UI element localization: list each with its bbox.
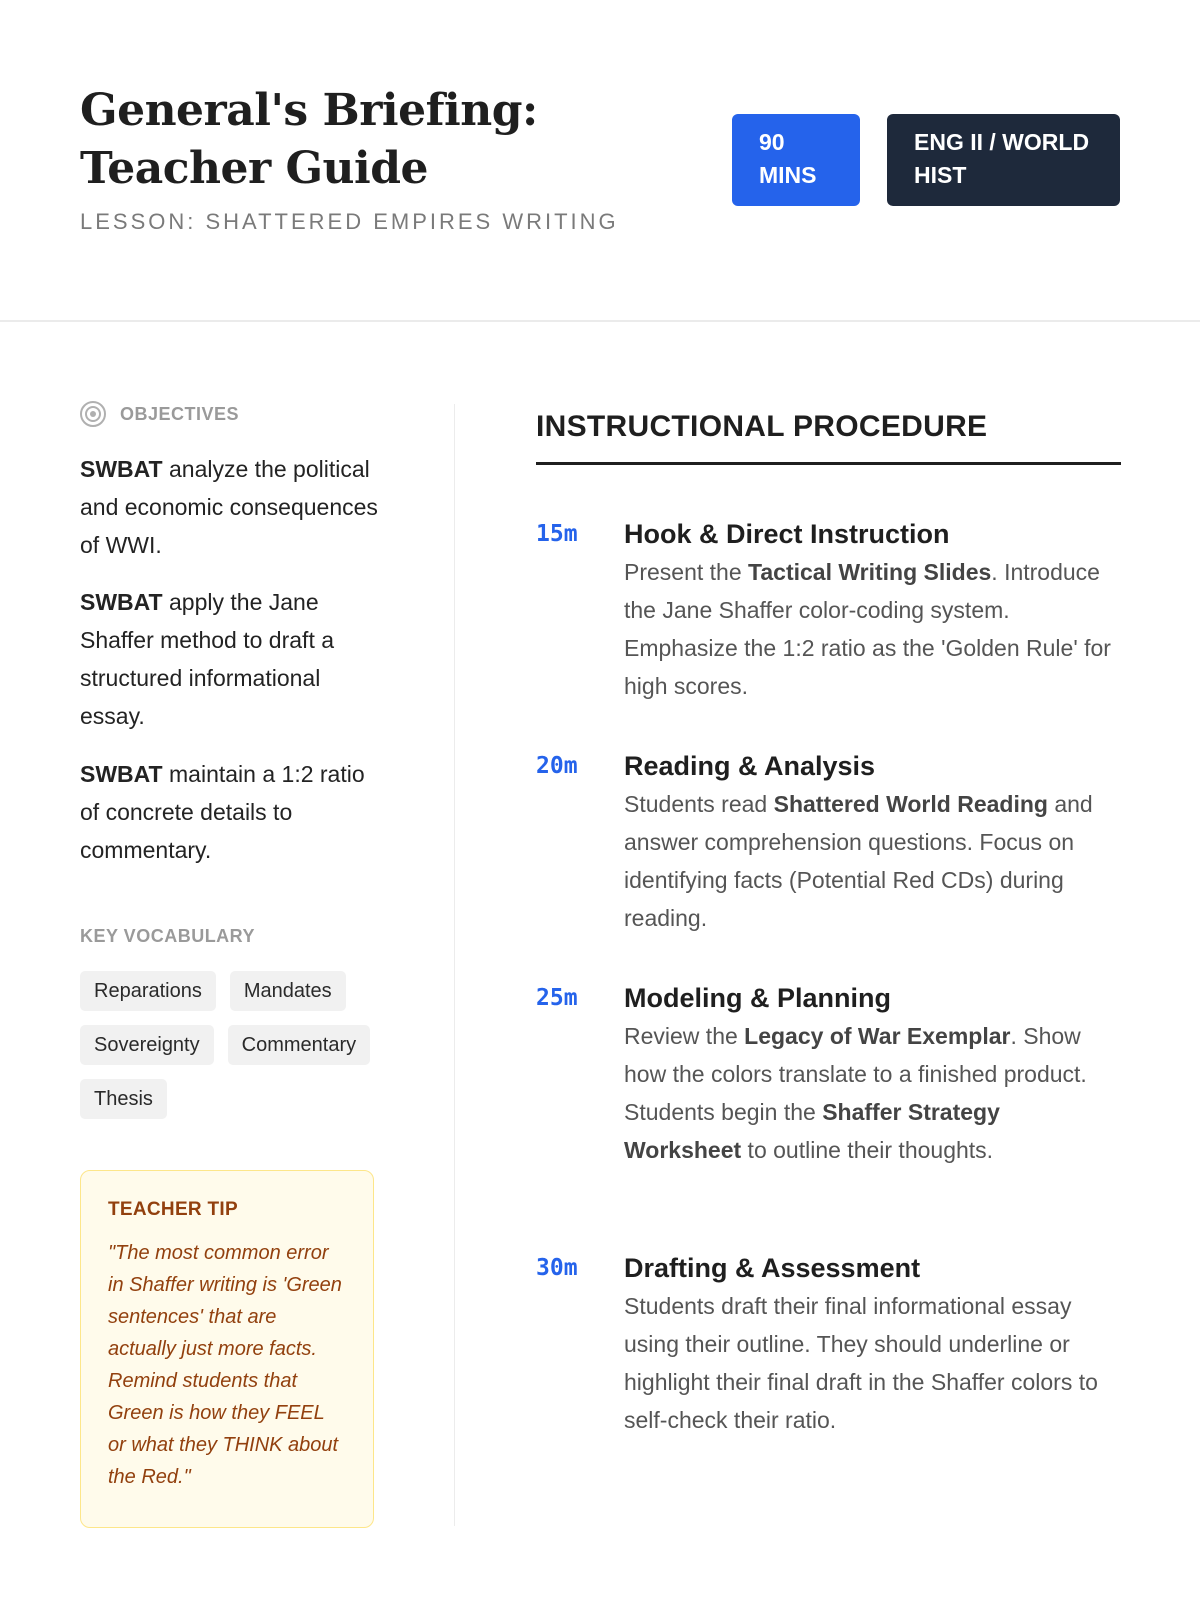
objective-text: maintain a 1:2 ratio of concrete details to commentary. [80, 761, 365, 863]
objective-lead: SWBAT [80, 456, 163, 482]
step-body [624, 979, 1121, 1169]
duration-badge: 90 MINS [732, 114, 860, 206]
objective-text: apply the Jane Shaffer method to draft a structured informational essay. [80, 589, 335, 729]
step-body [624, 747, 1121, 937]
objective-lead: SWBAT [80, 589, 163, 615]
vocabulary-label: KEY VOCABULARY [80, 926, 256, 946]
vocab-tag: Mandates [230, 971, 346, 1011]
lesson-subtitle: LESSON: SHATTERED EMPIRES WRITING [80, 209, 619, 234]
step-material: Shattered World Reading [773, 791, 1048, 817]
step-description [624, 1287, 1121, 1439]
objective-lead: SWBAT [80, 761, 163, 787]
objective-text: analyze the political and economic consequences of WWI. [80, 456, 378, 558]
target-icon [80, 401, 106, 427]
subject-badge: ENG II / WORLD HIST [887, 114, 1120, 206]
step-text: Students draft their final informational essay using their outline. They should underline or highlight their final draft in the Shaffer colors to self-check their ratio. [624, 1293, 1098, 1433]
teacher-tip-body: "The most common error in Shaffer writing is 'Green sentences' that are actually just more facts. Remind students that Green is how they FEEL or what they THINK about the Red." [108, 1242, 342, 1488]
vocabulary-tags [80, 971, 380, 1119]
step-material: Legacy of War Exemplar [744, 1023, 1011, 1049]
step-material: Tactical Writing Slides [748, 559, 992, 585]
procedure-title: INSTRUCTIONAL PROCEDURE [536, 400, 1121, 465]
objective-item [80, 450, 380, 564]
step-text: Students read [624, 791, 774, 817]
step-text: Present the [624, 559, 749, 585]
step-time: 20m [536, 753, 578, 779]
step-title: Drafting & Assessment [624, 1253, 921, 1283]
step-description [624, 553, 1121, 705]
vocab-tag: Thesis [80, 1079, 167, 1119]
objective-item [80, 755, 380, 869]
step-title: Hook & Direct Instruction [624, 519, 950, 549]
step-text: . Introduce the Jane Shaffer color-coding system. Emphasize the 1:2 ratio as the 'Golden Rule' for high scores. [624, 559, 1111, 699]
step-time: 30m [536, 1255, 578, 1281]
vocab-tag: Sovereignty [80, 1025, 214, 1065]
page-title: General's Briefing: Teacher Guide [80, 85, 538, 194]
vocab-tag: Commentary [228, 1025, 370, 1065]
step-description [624, 1017, 1121, 1169]
teacher-tip-box [80, 1170, 374, 1528]
step-text: Review the [624, 1023, 745, 1049]
sidebar [80, 400, 380, 1488]
objectives-heading [80, 400, 380, 428]
step-time: 25m [536, 985, 578, 1011]
step-body [624, 1249, 1121, 1439]
column-divider [454, 404, 455, 1526]
step-title: Modeling & Planning [624, 983, 891, 1013]
step-title: Reading & Analysis [624, 751, 876, 781]
teacher-tip-title: TEACHER TIP [108, 1199, 238, 1220]
step-material: Shaffer Strategy Worksheet [624, 1099, 1000, 1163]
vocab-tag: Reparations [80, 971, 216, 1011]
step-text: and answer comprehension questions. Focus on identifying facts (Potential Red CDs) during reading. [624, 791, 1093, 931]
procedure-section [536, 400, 1121, 1433]
step-description [624, 785, 1121, 937]
page-header [0, 0, 1200, 322]
step-text: . Show how the colors translate to a finished product. Students begin the [624, 1023, 1087, 1125]
step-text: to outline their thoughts. [741, 1137, 994, 1163]
step-body [624, 515, 1121, 705]
objectives-label: OBJECTIVES [120, 403, 240, 424]
objective-item [80, 583, 380, 735]
step-time: 15m [536, 521, 578, 547]
